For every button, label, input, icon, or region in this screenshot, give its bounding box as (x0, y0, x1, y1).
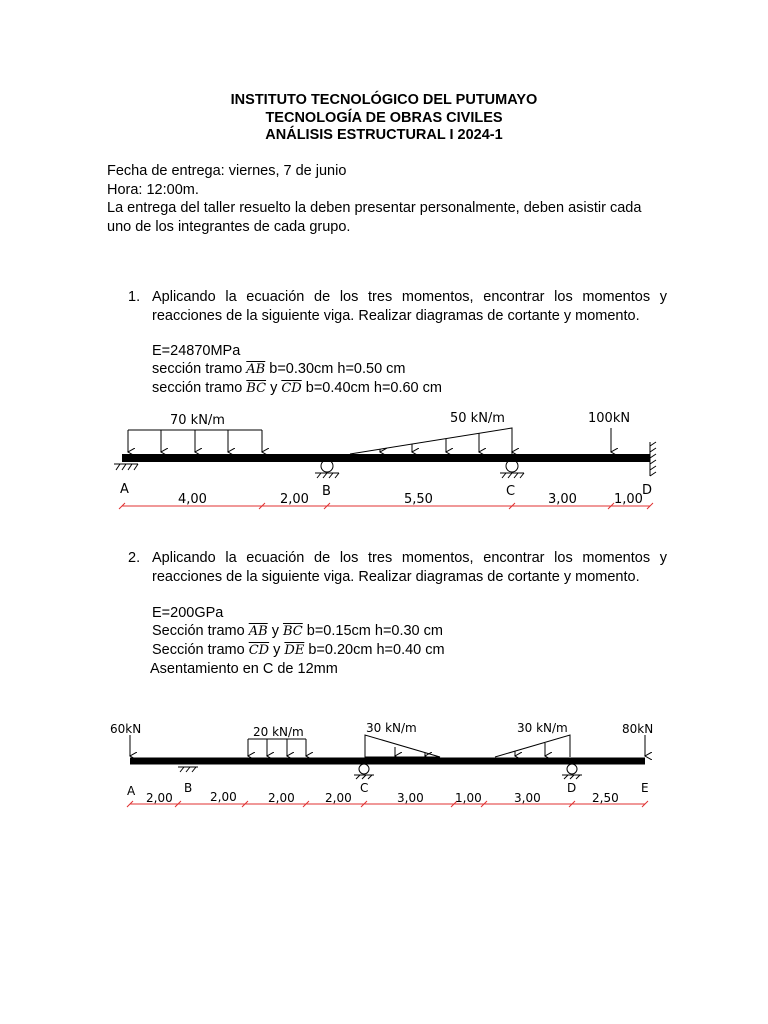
institution-title: INSTITUTO TECNOLÓGICO DEL PUTUMAYO (230, 92, 538, 108)
beam-diagram-2 (0, 715, 768, 815)
load-label-5: 80kN (622, 722, 654, 736)
uniform-load-arrows (128, 430, 262, 452)
problem-2-settlement: Asentamiento en C de 12mm (150, 661, 338, 677)
support-c (500, 460, 524, 478)
support-c (354, 764, 374, 779)
load-label-2: 50 kN/m (450, 411, 505, 426)
problem-2-section-2: Sección tramo $\overline{CD}$ y $\overline{DE}$ b=0.20cm h=0.40 cm (152, 642, 445, 658)
instructions: La entrega del taller resuelto la deben presentar personalmente, deben asistir cada uno de los integrantes de cada grupo. (107, 200, 642, 235)
triangular-load-1 (365, 735, 440, 757)
load-label-1: 60kN (110, 722, 142, 736)
course-title: ANÁLISIS ESTRUCTURAL I 2024-1 (265, 127, 503, 143)
node-label-e: E (641, 781, 649, 795)
node-label-d: D (567, 781, 577, 795)
dimension-label: 1,00 (614, 492, 643, 507)
dimension-label: 5,50 (404, 492, 433, 507)
problem-1-modulus: E=24870MPa (152, 343, 241, 359)
dimension-label: 4,00 (178, 492, 207, 507)
support-d-fixed (650, 442, 656, 476)
load-label-1: 70 kN/m (170, 413, 225, 428)
due-time: Hora: 12:00m. (107, 181, 199, 198)
dimension-label: 3,00 (397, 791, 424, 805)
problem-1-section-2: sección tramo $\overline{BC}$ y $\overline{CD}$ b=0.40cm h=0.60 cm (152, 380, 442, 396)
problem-1-number: 1. (128, 289, 141, 305)
beam-diagram-1 (0, 400, 768, 520)
due-date: Fecha de entrega: viernes, 7 de junio (107, 163, 347, 179)
dimension-label: 3,00 (548, 492, 577, 507)
node-label-a: A (120, 482, 129, 497)
problem-2-specs (152, 604, 445, 678)
dimension-label: 2,00 (146, 791, 173, 805)
node-label-d: D (642, 483, 653, 498)
load-label-3: 100kN (588, 411, 631, 426)
problem-2-section-1: Sección tramo $\overline{AB}$ y $\overline{BC}$ b=0.15cm h=0.30 cm (152, 623, 443, 639)
dimension-label: 3,00 (514, 791, 541, 805)
problem-1-specs (152, 342, 442, 398)
intro-section (107, 162, 667, 236)
dimension-label: 1,00 (455, 791, 482, 805)
program-title: TECNOLOGÍA DE OBRAS CIVILES (265, 109, 503, 126)
problem-2 (107, 549, 667, 586)
load-label-4: 30 kN/m (517, 721, 568, 735)
document-header (0, 92, 768, 145)
dimension-label: 2,00 (325, 791, 352, 805)
node-label-b: B (184, 781, 193, 795)
load-label-2: 20 kN/m (253, 725, 304, 739)
load-label-3: 30 kN/m (366, 721, 417, 735)
node-label-c: C (360, 781, 369, 795)
triangular-load-2 (495, 735, 570, 757)
dimension-label: 2,00 (280, 492, 309, 507)
support-b (178, 767, 198, 772)
dimension-label: 2,00 (268, 791, 295, 805)
node-label-b: B (322, 484, 331, 499)
problem-1 (107, 288, 667, 325)
support-b (315, 460, 339, 478)
node-label-a: A (127, 784, 136, 798)
problem-2-number: 2. (128, 550, 141, 566)
dimension-label: 2,00 (210, 790, 237, 804)
support-d (562, 764, 582, 779)
node-label-c: C (506, 484, 516, 499)
support-a (114, 464, 138, 470)
problem-1-text: Aplicando la ecuación de los tres momentos, encontrar los momentos y reacciones de la siguiente viga. Realizar diagramas de cortante y momento. (152, 289, 667, 324)
problem-2-text: Aplicando la ecuación de los tres momentos, encontrar los momentos y reacciones de la siguiente viga. Realizar diagramas de cortante y momento. (152, 550, 667, 585)
dimension-label: 2,50 (592, 791, 619, 805)
triangular-load (350, 428, 512, 454)
uniform-load-arrows (248, 739, 306, 756)
problem-2-modulus: E=200GPa (152, 605, 224, 621)
problem-1-section-1: sección tramo $\overline{AB}$ b=0.30cm h=0.50 cm (152, 361, 406, 377)
